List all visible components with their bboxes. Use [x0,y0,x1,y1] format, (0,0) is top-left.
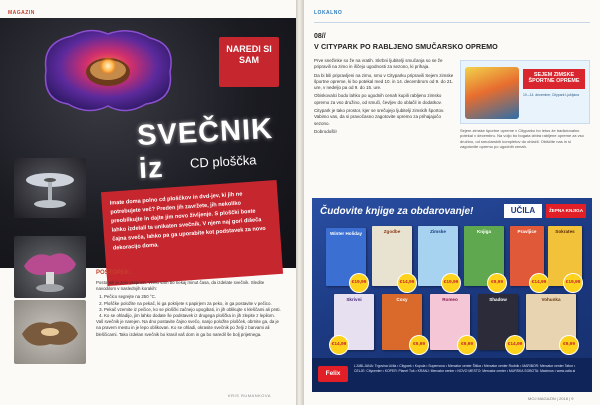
paragraph: Citypark je tako prostor, kjer se srečujejo ljubitelji zimskih športov. Vabimo vas, da si pravočasno zagotovite opremo za prihajajočo sezono. [314,108,445,126]
postopek-body [96,280,282,338]
shaped-cd-icon [14,236,86,298]
ad-footer [312,358,592,392]
sejem-ad [460,60,590,124]
price-tag: €9,99 [560,336,578,354]
step-item: 4. Ko se ohladijo, jim lahko dodate še podstavek iz drugega ploščka in jih zlepite z lepilom. [104,313,282,319]
book-cover: Pravljice [510,226,544,286]
book-cover: Sokrates [548,226,582,286]
article-title: V CITYPARK PO RABLJENO SMUČARSKO OPREMO [314,42,498,51]
article-number: 08// [314,33,326,40]
price-tag: €19,99 [442,274,460,292]
step-photo-1 [14,158,86,218]
step-item: 1. Pečico segrejte na 250 °C. [104,294,282,300]
right-page [304,0,600,405]
price-tag: €14,99 [530,274,548,292]
section-tag: MAGAZIN [8,10,35,16]
felix-logo: Felix [318,366,348,382]
zepna-knjiga-logo: ŽEPNA KNJIGA [546,204,586,218]
ucila-book-ad [312,198,592,392]
page-gutter [296,0,304,405]
paragraph: Obiskovalci bodo lahko po ugodnih cenah kupili rabljeno zimsko opremo za vso družino, od smuči, čevljev do oblačil in dodatkov. [314,93,442,105]
cd-candle-holder-image [38,24,178,116]
steps-list [96,294,282,319]
book-cover: Zgodbe [372,226,412,286]
book-cover: Zimske [418,226,458,286]
book-grid [320,224,584,354]
sejem-footer: 10.–14. december, Citypark Ljubljana [523,93,579,97]
step-item: 2. Ploščke položite na pekač, ki ga pokrijete s papirjem za peko, in ga postavite v pečico. [104,301,282,307]
price-tag: €19,99 [350,274,368,292]
postopek-heading: POSTOPEK: [96,270,132,276]
step-item: 3. Pekač vzemite iz pečice, ko se ploščki začnejo upogibati, in jih oblikujte s kleščami ali prsti. [104,307,282,313]
book-cover: Coxy [382,294,422,350]
price-tag: €9,99 [488,274,506,292]
article-body [314,58,454,137]
postopek-intro: Postopek je zelo preprost. Vzelo vam bo nekaj minut časa, da izdelate svečnik. Sledite navodilom v naslednjih korakih: [96,280,265,292]
skiers-photo [465,67,519,119]
price-tag: €9,99 [410,336,428,354]
left-page [0,0,296,405]
book-cover: Skrivni [334,294,374,350]
book-cover: Vohunka [526,294,576,350]
page-subtitle: CD ploščka [189,152,257,171]
book-cover: Romeo [430,294,470,350]
sejem-title: SEJEM ZIMSKE ŠPORTNE OPREME [523,69,585,89]
shop-list: LJUBLJANA: Trgovina Učila • Citypark • Kupola • Supernova • Mercator center Šiška • Mercator center Rudnik • MARIBOR: Mercator center Tabor • CELJE: Citycenter • KOPER: Planet Tuš • KRANJ: Mercator center • NOVO MESTO: Mercator center • MURSKA SOBOTA: Maximus • www.ucila.si [354,364,576,373]
ad-headline: Čudovite knjige za obdarovanje! [320,206,474,217]
page-folio: MOJ MAGAZIN | 2018 | 9 [528,396,574,401]
ucila-logo: UČILA [504,204,542,218]
paragraph: Prve snežinke so že na vratih. Skrbni ljubitelji smučanja so se že pripravili na zimo in iščejo ugodnosti za sezono, ki prihaja. [314,58,443,70]
cd-disc-icon [14,158,86,218]
caption-text: Sejem zimske športne opreme v Cityparku bo letos že tradicionalno potekal v decembru. Na voljo bo bogata izbira rabljene opreme za vso družino, od smučarskih kompletov do oblačil. Obiščite nas in si zagotovite opremo po ugodnih cenah. [460,128,584,150]
naredi-si-sam-badge: NAREDI SI SAM [219,37,279,87]
step-photo-2 [14,236,86,298]
book-cover: Winter Holiday [326,228,366,286]
closing-text: Vaš svečnik je narejen. Na dno postavite čajno svečo, nanjo položite plošček, obrnite ga, da je na pravem mestu in je lepo oblikovan. Ko se ohladi, okrasite svečnik po želji z barvami ali bleščicami. Tako izdelan svečnik bo krasil vaš dom in ga bo naredil še bolj prijetnega. [96,319,279,337]
book-cover: Shadow [478,294,518,350]
price-tag: €9,99 [458,336,476,354]
paragraph: Da bi bili pripravljeni na zimo, smo v Cityparku pripravili Sejem zimske športne opreme, ki bo potekal med 10. in 14. decembrom od 9. do 21. ure, v nedeljo pa od 9. do 15. ure. [314,72,454,91]
price-tag: €14,99 [398,274,416,292]
divider [314,22,590,23]
book-cover: Knjiga [464,226,504,286]
caption [460,128,590,150]
section-tag: LOKALNO [314,10,343,16]
intro-text: Imate doma polno cd ploščkov in dvd-jev, ki jih ne potrebujete več? Preden jih zavržete, jih nekoliko preoblikujte in dajte jim novo življenje. S ploščki boste lahko izdelali ta unikaten svečnik. V njem naj gori dišeča čajna sveča, lahko pa ga uporabite kot podstavek za novo dekoracijo doma. [109,191,266,252]
author-credit: KRIS RUMANKOVA [228,393,271,398]
price-tag: €19,99 [564,274,582,292]
step-photo-3 [14,300,86,364]
paragraph: Dobrodošli! [314,128,337,134]
page-title: SVEČNIK iz [136,113,274,186]
finished-holder-icon [14,300,86,364]
price-tag: €14,99 [330,336,348,354]
price-tag: €14,99 [506,336,524,354]
